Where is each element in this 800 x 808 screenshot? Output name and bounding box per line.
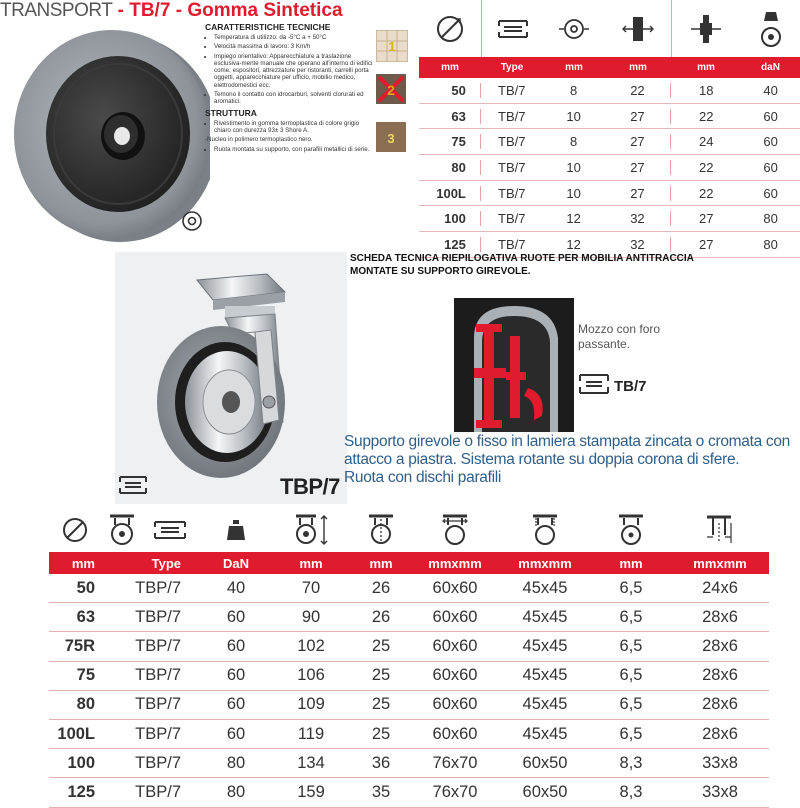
summary-line: SCHEDA TECNICA RIEPILOGATIVA RUOTE PER MOBILIA ANTITRACCIA (350, 253, 694, 264)
spec-item: • Temono il contatto con idrocarburi, solventi clorurati ed aromatici. (214, 91, 375, 106)
technical-specs (205, 22, 375, 155)
table-cell: 119 (297, 724, 325, 743)
hole-diameter-icon (591, 508, 671, 552)
table-cell: TBP/7 (135, 782, 181, 801)
table-cell: 32 (605, 211, 672, 226)
table-cell: 90 (301, 607, 321, 626)
table-cell: 63 (419, 109, 481, 124)
table-cell: 18 (699, 82, 714, 98)
table-row (419, 206, 800, 232)
table-cell: 60x60 (432, 636, 478, 655)
model-label: TB/7 (129, 0, 171, 21)
table-cell: 100 (419, 211, 481, 226)
plate-size-icon (411, 508, 499, 552)
table-cell: 60x60 (432, 695, 478, 714)
table-cell: 50 (419, 83, 481, 98)
table-row (419, 155, 800, 181)
load-icon (741, 0, 800, 57)
table-cell: 60 (226, 607, 246, 626)
column-header: Type (500, 62, 524, 73)
hub-cross-section-image (454, 298, 574, 432)
table-cell: TBP/7 (135, 636, 181, 655)
table-cell: 6,5 (619, 607, 643, 626)
table-cell: 60 (226, 636, 246, 655)
table-cell: 76x70 (432, 782, 478, 801)
structure-heading: STRUTTURA (205, 107, 257, 118)
table-cell: TBP/7 (135, 753, 181, 772)
spec-item: • Velocità massima di lavoro: 3 Km/h (214, 43, 375, 50)
table-cell: 26 (371, 578, 391, 597)
floor-badge-number: 1 (388, 39, 396, 54)
column-header: DaN (222, 555, 249, 571)
table-cell: 33x8 (702, 782, 738, 801)
table-cell: 27 (605, 160, 672, 175)
table-row (49, 662, 769, 691)
table-cell: 6,5 (619, 578, 643, 597)
column-header: daN (761, 62, 780, 73)
material-label: Gomma Sintetica (187, 0, 343, 21)
profile-icon (671, 508, 769, 552)
table-cell: TBP/7 (135, 578, 181, 597)
table-cell: TB/7 (498, 211, 526, 227)
table-cell: TBP/7 (135, 695, 181, 714)
table-cell: 60x60 (432, 578, 478, 597)
table-cell: 60x60 (432, 607, 478, 626)
table-row (419, 78, 800, 104)
table-cell: 6,5 (619, 636, 643, 655)
table-cell: 45x45 (522, 636, 568, 655)
table-header-row (49, 552, 769, 574)
structure-item: • Rivestimento in gomma termoplastica di colore grigio chiaro con durezza 93± 3 Shore A. (214, 120, 375, 135)
table-cell: 24x6 (702, 578, 738, 597)
table-cell: 27 (699, 236, 714, 252)
column-header: mm (441, 62, 459, 73)
table-cell: 102 (297, 636, 325, 655)
table-row (419, 104, 800, 130)
spec-item: • Impiego orientativo: Apparecchiature a traslazione esclusiva-mente manuale che operano all'interno di edifici come, espositori, attrezzature per ristoranti, carrelli porta oggetti, apparecchiature per ufficio, mobilio medico, elettrodomestici ecc. (214, 53, 375, 89)
table-cell: 8,3 (619, 753, 643, 772)
table-cell: 45x45 (522, 578, 568, 597)
table-cell: 80 (419, 160, 481, 175)
table-cell: 27 (605, 134, 672, 149)
table-cell: 8 (570, 134, 578, 150)
table-cell: 25 (371, 724, 391, 743)
carpet-floor-icon (376, 74, 406, 104)
caster-image (115, 252, 347, 504)
table-cell: 75 (76, 666, 95, 685)
table-cell: 10 (566, 159, 581, 175)
floor-tile-icon (376, 30, 408, 62)
table-row (49, 574, 769, 603)
specs-heading: CARATTERISTICHE TECNICHE (205, 22, 331, 32)
hub-type-icon (482, 0, 544, 57)
column-header: mm (71, 555, 95, 571)
table-cell: 25 (371, 636, 391, 655)
table-cell: 159 (297, 782, 325, 801)
table-cell: 27 (699, 211, 714, 227)
table-cell: 45x45 (522, 666, 568, 685)
table-cell: 40 (763, 82, 778, 98)
table-cell: TB/7 (498, 82, 526, 98)
table-cell: TB/7 (498, 134, 526, 150)
table-cell: 32 (605, 237, 672, 252)
column-header: mm (619, 555, 643, 571)
caster-wheel-icon (101, 508, 201, 552)
table-cell: 100L (57, 724, 95, 743)
table-cell: 60x60 (432, 666, 478, 685)
table-cell: 6,5 (619, 695, 643, 714)
table-row (49, 603, 769, 632)
page-title (0, 0, 420, 22)
table-cell: 22 (699, 108, 714, 124)
title-separator: - (112, 0, 130, 21)
floor-badge-number: 2 (387, 82, 395, 98)
hub-caption: Mozzo con foro passante. (578, 322, 661, 351)
table-cell: 106 (297, 666, 325, 685)
table-cell: TBP/7 (135, 724, 181, 743)
table-cell: 12 (566, 211, 581, 227)
table-cell: 75 (419, 134, 481, 149)
hub-type-label (578, 371, 647, 402)
table-cell: 60 (763, 134, 778, 150)
load-icon (201, 508, 271, 552)
column-header: Type (151, 555, 181, 571)
table-cell: 27 (605, 186, 672, 201)
table-cell: 60x50 (522, 753, 568, 772)
table-cell: TB/7 (498, 159, 526, 175)
table-cell: 60 (763, 159, 778, 175)
floor-badge-number: 3 (387, 131, 395, 146)
hub-length-icon (605, 0, 672, 57)
column-header: mmxmm (428, 555, 482, 571)
table-cell: 125 (419, 237, 481, 252)
table-cell: 80 (226, 782, 246, 801)
width-icon (672, 0, 742, 57)
description-line: Ruota con dischi parafili (344, 469, 502, 486)
table-row (49, 720, 769, 749)
table-cell: 75R (64, 636, 95, 655)
table-body (49, 574, 769, 808)
table-cell: 28x6 (702, 666, 738, 685)
table-cell: 22 (699, 185, 714, 201)
table-cell: 109 (297, 695, 325, 714)
table-cell: 22 (699, 159, 714, 175)
caster-model-label: TBP/7 (280, 474, 340, 499)
table-cell: 27 (605, 109, 672, 124)
table-cell: 125 (67, 782, 95, 801)
table-cell: 26 (371, 607, 391, 626)
table-cell: 28x6 (702, 724, 738, 743)
table-cell: 28x6 (702, 607, 738, 626)
caster-description (344, 433, 800, 487)
table-row (419, 129, 800, 155)
table-cell: 80 (763, 211, 778, 227)
column-header: mm (629, 62, 647, 73)
table-cell: 35 (371, 782, 391, 801)
summary-line: MONTATE SU SUPPORTO GIREVOLE. (350, 266, 531, 277)
table-cell: 45x45 (522, 695, 568, 714)
structure-list (205, 120, 375, 153)
table-cell: TBP/7 (135, 666, 181, 685)
table-cell: TB/7 (498, 108, 526, 124)
table-cell: 8,3 (619, 782, 643, 801)
column-header: mm (565, 62, 583, 73)
table-row (49, 691, 769, 720)
table-row (419, 181, 800, 207)
table-cell: 50 (76, 578, 95, 597)
table-cell: TB/7 (498, 185, 526, 201)
column-header: mm (697, 62, 715, 73)
table-cell: 28x6 (702, 695, 738, 714)
description-line: Supporto girevole o fisso in lamiera stampata zincata o cromata con (344, 433, 790, 450)
table-cell: 60x60 (432, 724, 478, 743)
brand-label: TRANSPORT (0, 0, 113, 21)
caster-spec-table (49, 508, 769, 808)
table-cell: 40 (226, 578, 246, 597)
table-cell: 80 (226, 753, 246, 772)
bore-icon (181, 210, 203, 237)
table-cell: 76x70 (432, 753, 478, 772)
structure-item: -Nucleo in polimero termoplastico nero. (205, 136, 313, 144)
table-cell: 33x8 (702, 753, 738, 772)
height-icon (271, 508, 351, 552)
table-header-row (419, 57, 800, 78)
hub-type-icon (153, 518, 187, 542)
table-cell: 6,5 (619, 724, 643, 743)
spec-item: • Temperatura di utilizzo: da -5°C a + 50°C (214, 34, 375, 41)
table-cell: 100 (67, 753, 95, 772)
hub-type-icon (578, 371, 610, 402)
hub-type-text: TB/7 (614, 378, 647, 395)
wood-floor-icon (376, 122, 406, 152)
summary-sheet-title (350, 252, 800, 278)
table-cell: 12 (566, 236, 581, 252)
diameter-icon (419, 0, 482, 57)
table-cell: 25 (371, 695, 391, 714)
table-cell: 28x6 (702, 636, 738, 655)
table-cell: 25 (371, 666, 391, 685)
table-cell: 45x45 (522, 607, 568, 626)
table-cell: 60 (763, 108, 778, 124)
table-cell: 10 (566, 185, 581, 201)
table-cell: TB/7 (498, 236, 526, 252)
table-icon-row (419, 0, 800, 57)
structure-item: • Ruota montata su supporto, con parafili metallici di serie. (214, 146, 375, 153)
description-line: attacco a piastra. Sistema rotante su doppia corona di sfere. (344, 451, 740, 468)
column-header: mmxmm (693, 555, 747, 571)
column-header: mmxmm (518, 555, 572, 571)
table-cell: 134 (297, 753, 325, 772)
table-cell: 70 (301, 578, 321, 597)
table-cell: 60 (226, 724, 246, 743)
table-cell: 60 (226, 666, 246, 685)
table-icon-row (49, 508, 769, 552)
wheel-spec-table (419, 0, 800, 258)
table-cell: 24 (699, 134, 714, 150)
title-separator: - (170, 0, 188, 21)
table-cell: 36 (371, 753, 391, 772)
table-cell: 45x45 (522, 724, 568, 743)
table-cell: 60 (763, 185, 778, 201)
table-body (419, 78, 800, 258)
table-cell: 6,5 (619, 666, 643, 685)
column-header: mm (369, 555, 393, 571)
diameter-icon (49, 508, 101, 552)
table-cell: TBP/7 (135, 607, 181, 626)
hole-spacing-icon (499, 508, 591, 552)
table-cell: 10 (566, 108, 581, 124)
table-cell: 60 (226, 695, 246, 714)
table-cell: 8 (570, 82, 578, 98)
wheel-image (0, 22, 210, 244)
table-row (49, 778, 769, 807)
table-cell: 60x50 (522, 782, 568, 801)
table-cell: 22 (605, 83, 672, 98)
table-cell: 80 (76, 695, 95, 714)
offset-icon (351, 508, 411, 552)
hub-type-icon (118, 474, 148, 501)
column-header: mm (299, 555, 323, 571)
table-row (49, 749, 769, 778)
table-row (49, 632, 769, 661)
table-cell: 80 (763, 236, 778, 252)
table-cell: 63 (76, 607, 95, 626)
specs-list (205, 34, 375, 106)
table-cell: 100L (419, 186, 481, 201)
bore-icon (543, 0, 605, 57)
